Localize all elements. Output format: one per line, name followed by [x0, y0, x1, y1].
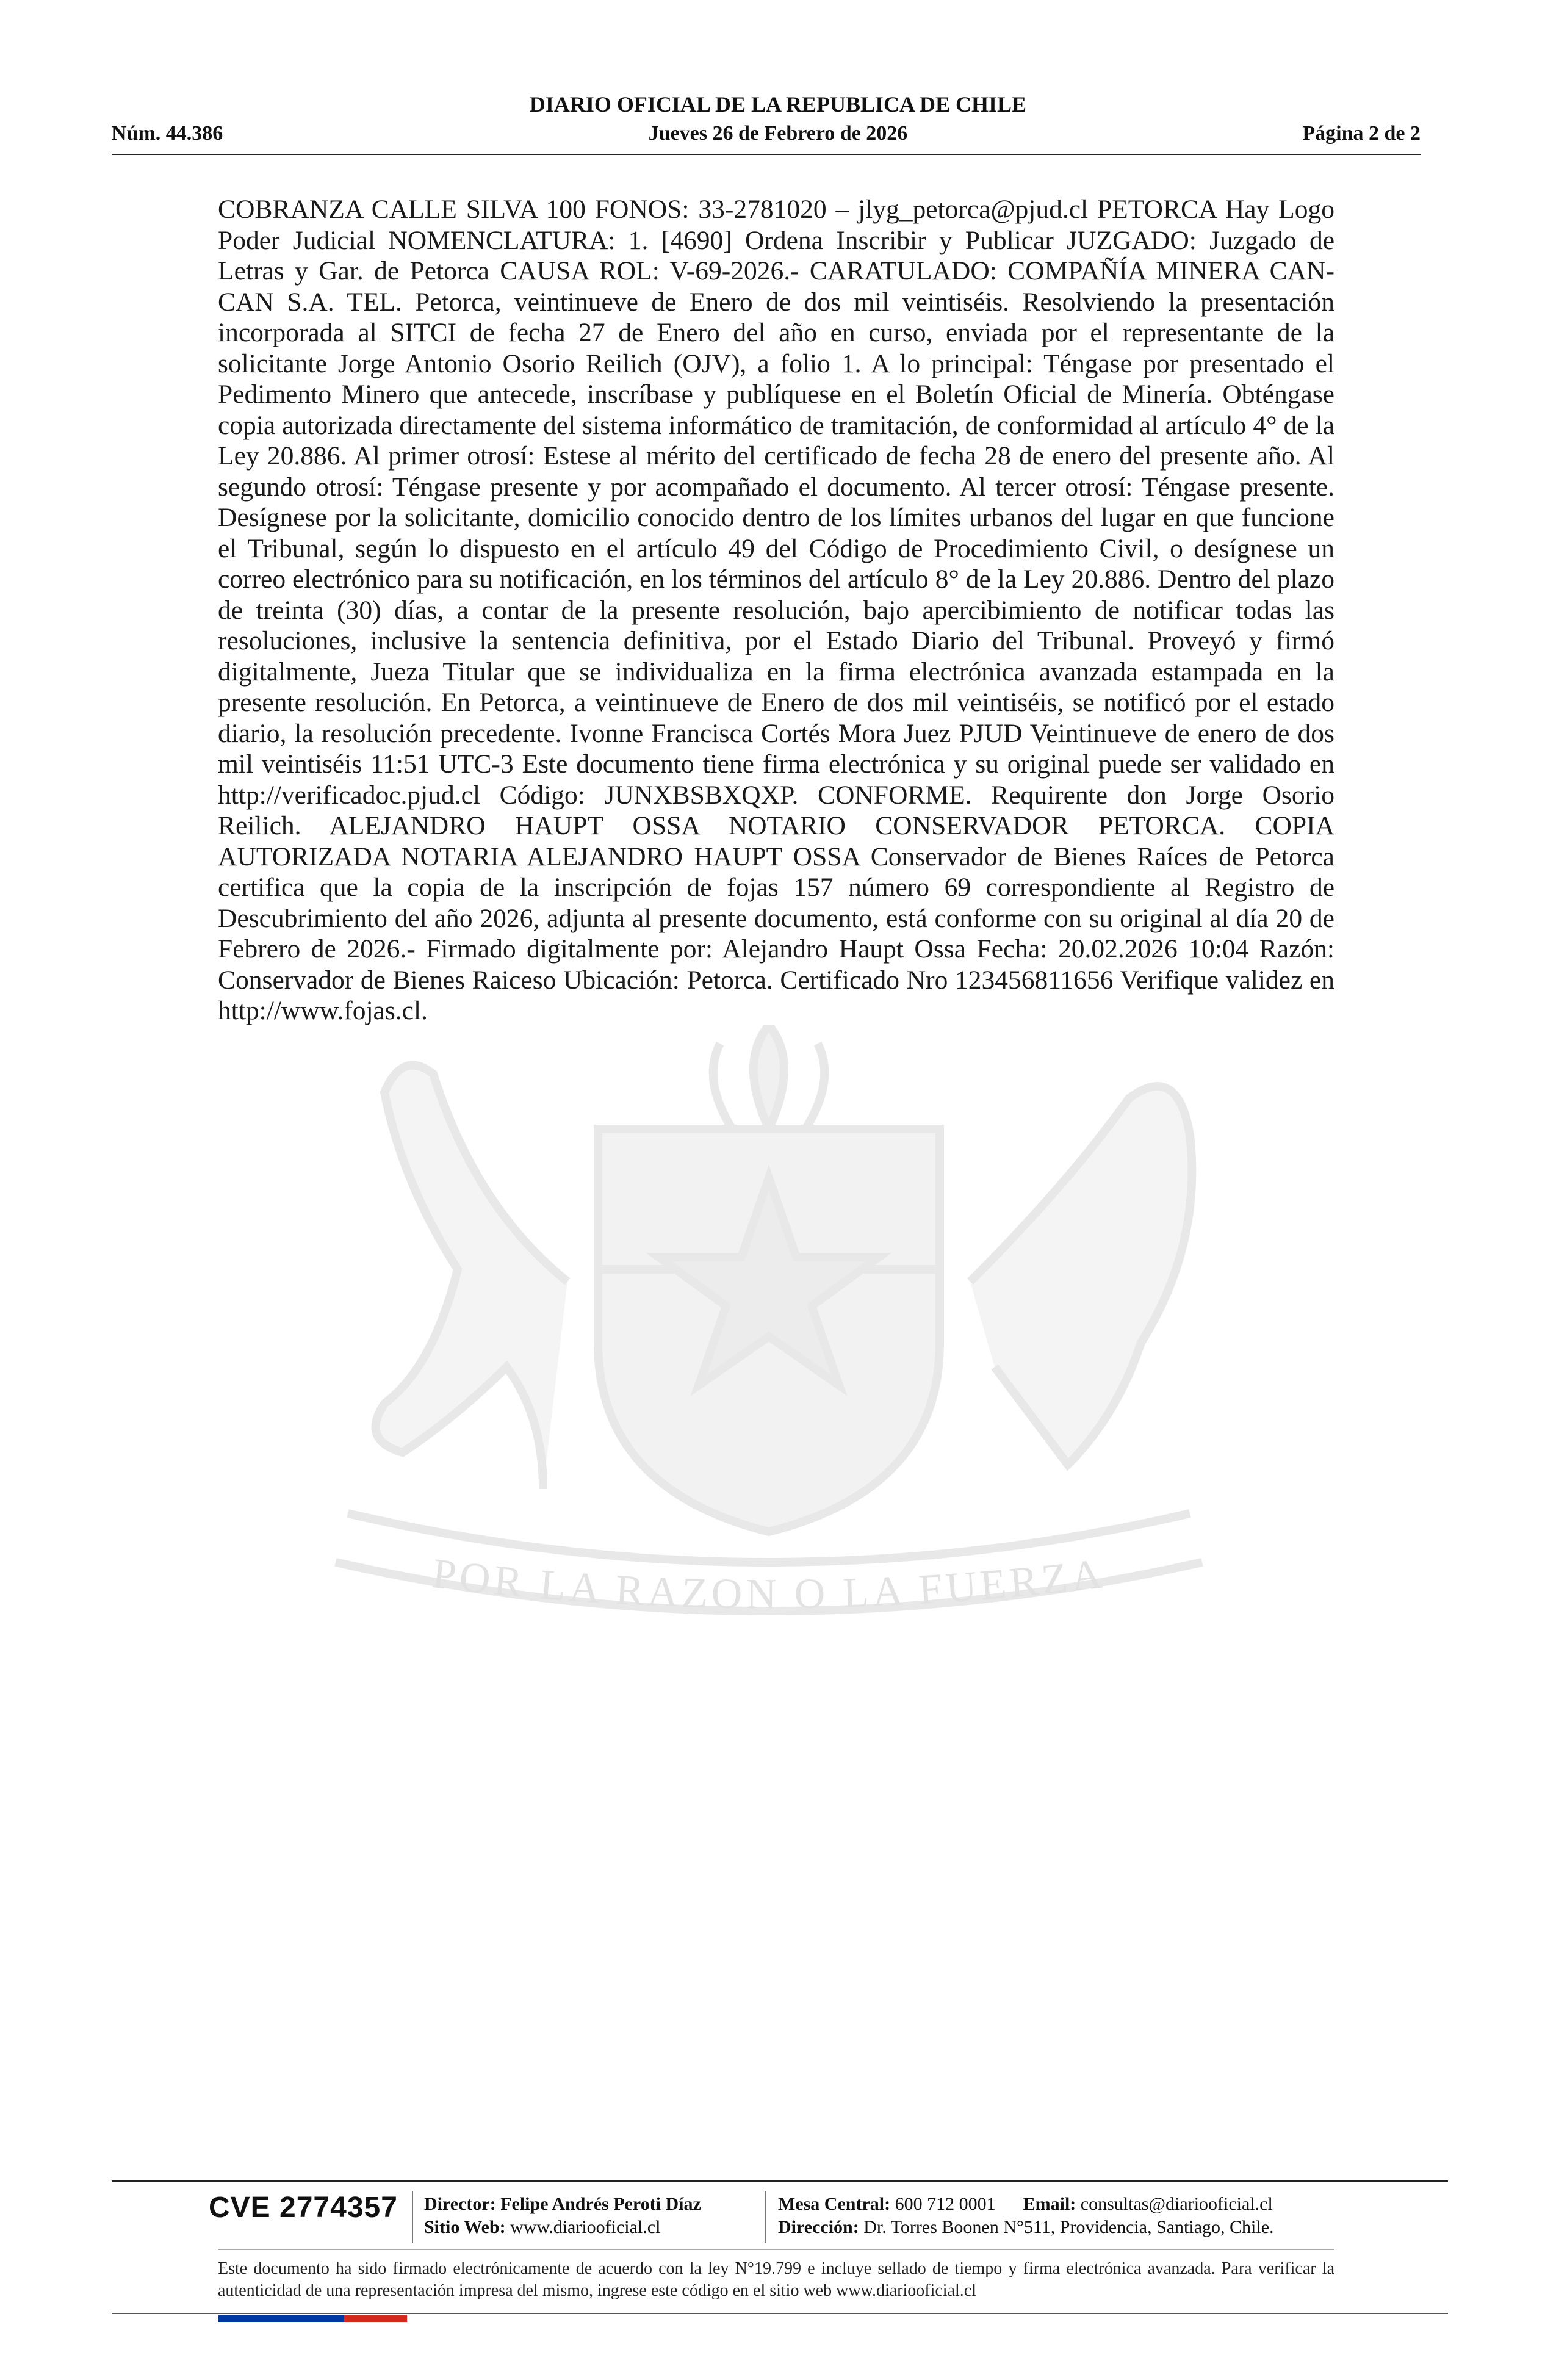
website-link[interactable]: www.diariooficial.cl: [510, 2217, 661, 2237]
footer-separator: [412, 2191, 413, 2243]
director-label: Director:: [424, 2194, 496, 2214]
address-value: Dr. Torres Boonen N°511, Providencia, Santiago, Chile.: [863, 2217, 1274, 2237]
signature-disclaimer: Este documento ha sido firmado electrónicamente de acuerdo con la ley N°19.799 e incluye sellado de tiempo y firma electrónica avanzada. Para verificar la autenticidad de una representación impresa del mismo, ingrese este código en el sitio web www.diariooficial.cl: [218, 2259, 1334, 2300]
flag-segment-red: [344, 2315, 407, 2322]
director-name: Felipe Andrés Peroti Díaz: [500, 2194, 701, 2214]
website-line: [424, 2216, 660, 2239]
footer-mid-divider: [218, 2249, 1334, 2250]
email-label: Email:: [1023, 2194, 1076, 2214]
motto-text: POR LA RAZON O LA FUERZA: [430, 1550, 1108, 1618]
flag-segment-blue: [218, 2315, 281, 2322]
address-line: [778, 2216, 1274, 2239]
contact-line: [778, 2193, 1273, 2216]
publication-title: DIARIO OFICIAL DE LA REPUBLICA DE CHILE: [529, 92, 1027, 117]
header-divider: [112, 154, 1421, 155]
issue-date: Jueves 26 de Febrero de 2026: [648, 122, 908, 145]
footer-bottom-divider: [112, 2313, 1448, 2314]
email-link[interactable]: consultas@diariooficial.cl: [1080, 2194, 1273, 2214]
page-indicator: Página 2 de 2: [1302, 122, 1421, 145]
footer-top-divider: [112, 2180, 1448, 2182]
cve-code: CVE 2774357: [209, 2191, 398, 2224]
website-label: Sitio Web:: [424, 2217, 506, 2237]
footer-separator: [765, 2191, 766, 2243]
chilean-coat-of-arms-watermark: [201, 1025, 1336, 1635]
issue-number: Núm. 44.386: [112, 122, 223, 145]
address-label: Dirección:: [778, 2217, 859, 2237]
phone-number: 600 712 0001: [895, 2194, 996, 2214]
flag-stripe: [218, 2315, 407, 2322]
phone-label: Mesa Central:: [778, 2194, 891, 2214]
flag-segment-blue-2: [281, 2315, 344, 2322]
document-body: COBRANZA CALLE SILVA 100 FONOS: 33-2781020 – jlyg_petorca@pjud.cl PETORCA Hay Logo Poder Judicial NOMENCLATURA: 1. [4690] Ordena Inscribir y Publicar JUZGADO: Juzgado de Letras y Gar. de Petorca CAUSA ROL: V-69-2026.- CARATULADO: COMPAÑÍA MINERA CAN-CAN S.A. TEL. Petorca, veintinueve de Enero de dos mil veintiséis. Resolviendo la presentación incorporada al SITCI de fecha 27 de Enero del año en curso, enviada por el representante de la solicitante Jorge Antonio Osorio Reilich (OJV), a folio 1. A lo principal: Téngase por presentado el Pedimento Minero que antecede, inscríbase y publíquese en el Boletín Oficial de Minería. Obténgase copia autorizada directamente del sistema informático de tramitación, de conformidad al artículo 4° de la Ley 20.886. Al primer otrosí: Estese al mérito del certificado de fecha 28 de enero del presente año. Al segundo otrosí: Téngase presente y por acompañado el documento. Al tercer otrosí: Téngase presente. Desígnese por la solicitante, domicilio conocido dentro de los límites urbanos del lugar en que funcione el Tribunal, según lo dispuesto en el artículo 49 del Código de Procedimiento Civil, o desígnese un correo electrónico para su notificación, en los términos del artículo 8° de la Ley 20.886. Dentro del plazo de treinta (30) días, a contar de la presente resolución, bajo apercibimiento de notificar todas las resoluciones, inclusive la sentencia definitiva, por el Estado Diario del Tribunal. Proveyó y firmó digitalmente, Jueza Titular que se individualiza en la firma electrónica avanzada estampada en la presente resolución. En Petorca, a veintinueve de Enero de dos mil veintiséis, se notificó por el estado diario, la resolución precedente. Ivonne Francisca Cortés Mora Juez PJUD Veintinueve de enero de dos mil veintiséis 11:51 UTC-3 Este documento tiene firma electrónica y su original puede ser validado en http://verificadoc.pjud.cl Código: JUNXBSBXQXP. CONFORME. Requirente don Jorge Osorio Reilich. ALEJANDRO HAUPT OSSA NOTARIO CONSERVADOR PETORCA. COPIA AUTORIZADA NOTARIA ALEJANDRO HAUPT OSSA Conservador de Bienes Raíces de Petorca certifica que la copia de la inscripción de fojas 157 número 69 correspondiente al Registro de Descubrimiento del año 2026, adjunta al presente documento, está conforme con su original al día 20 de Febrero de 2026.- Firmado digitalmente por: Alejandro Haupt Ossa Fecha: 20.02.2026 10:04 Razón: Conservador de Bienes Raiceso Ubicación: Petorca. Certificado Nro 123456811656 Verifique validez en http://www.fojas.cl.: [218, 195, 1334, 1025]
director-line: [424, 2193, 701, 2216]
